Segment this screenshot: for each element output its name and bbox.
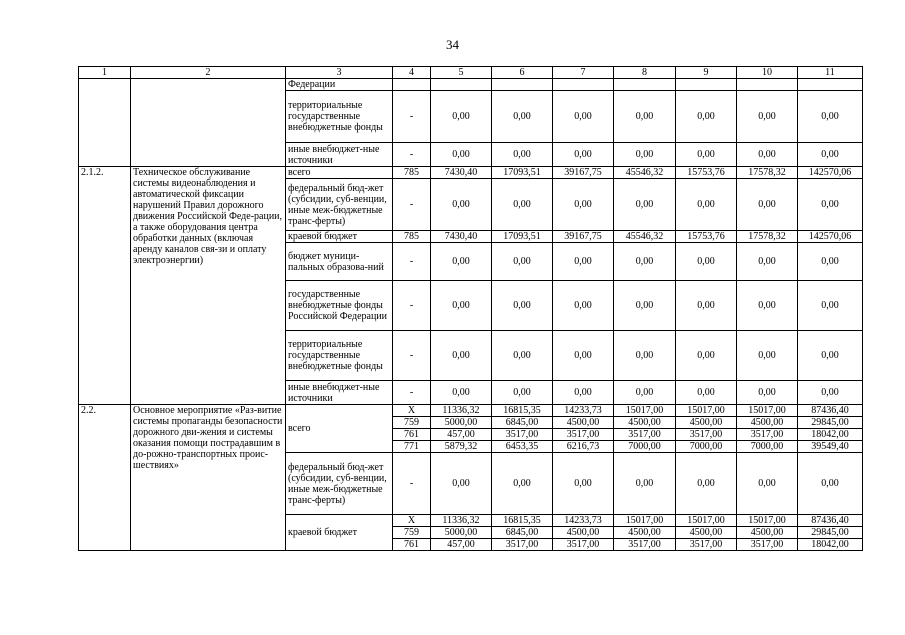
value-cell: 0,00: [798, 281, 863, 331]
budget-code: Х: [393, 515, 431, 527]
value-cell: 0,00: [676, 91, 737, 143]
value-cell: 0,00: [737, 331, 798, 381]
budget-code: 761: [393, 539, 431, 551]
budget-table: [78, 66, 863, 551]
value-cell: 4500,00: [553, 527, 614, 539]
table-row: [79, 79, 863, 91]
value-cell: 16815,35: [492, 405, 553, 417]
value-cell: 15017,00: [614, 405, 676, 417]
value-cell: 5000,00: [431, 417, 492, 429]
value-cell: 0,00: [614, 453, 676, 515]
funding-source: краевой бюджет: [286, 231, 393, 243]
value-cell: 6845,00: [492, 417, 553, 429]
value-cell: 15017,00: [676, 405, 737, 417]
value-cell: 0,00: [553, 331, 614, 381]
value-cell: 0,00: [614, 179, 676, 231]
item-name: Техническое обслуживание системы видеонаблюдения и автоматической фиксации нарушений Правил дорожного движения Российской Феде-рации, а также оборудования центра обработки данных (включая аренду каналов свя-зи и оплату электроэнергии): [131, 167, 286, 405]
header-cell: 7: [553, 67, 614, 79]
value-cell: 142570,06: [798, 231, 863, 243]
header-cell: 2: [131, 67, 286, 79]
item-number: 2.1.2.: [79, 167, 131, 405]
value-cell: 16815,35: [492, 515, 553, 527]
value-cell: 0,00: [431, 91, 492, 143]
budget-code: 771: [393, 441, 431, 453]
value-cell: 5000,00: [431, 527, 492, 539]
value-cell: [737, 79, 798, 91]
value-cell: 4500,00: [614, 417, 676, 429]
budget-code: -: [393, 331, 431, 381]
value-cell: 87436,40: [798, 515, 863, 527]
item-number-cell: [79, 79, 131, 167]
value-cell: 0,00: [676, 453, 737, 515]
value-cell: 15753,76: [676, 231, 737, 243]
value-cell: 457,00: [431, 429, 492, 441]
budget-code: -: [393, 381, 431, 405]
table-row: [79, 405, 863, 417]
value-cell: 0,00: [431, 243, 492, 281]
value-cell: 7000,00: [676, 441, 737, 453]
value-cell: 0,00: [614, 381, 676, 405]
value-cell: 0,00: [553, 91, 614, 143]
budget-code: -: [393, 179, 431, 231]
value-cell: 7430,40: [431, 167, 492, 179]
value-cell: 45546,32: [614, 167, 676, 179]
value-cell: 0,00: [798, 243, 863, 281]
value-cell: 15017,00: [737, 405, 798, 417]
value-cell: 0,00: [492, 281, 553, 331]
funding-source: краевой бюджет: [286, 515, 393, 551]
value-cell: 0,00: [676, 143, 737, 167]
budget-code: -: [393, 453, 431, 515]
value-cell: 45546,32: [614, 231, 676, 243]
value-cell: 0,00: [492, 453, 553, 515]
value-cell: 0,00: [492, 243, 553, 281]
budget-code: -: [393, 143, 431, 167]
value-cell: 7000,00: [614, 441, 676, 453]
value-cell: 0,00: [737, 453, 798, 515]
budget-code: [393, 79, 431, 91]
value-cell: [676, 79, 737, 91]
value-cell: 0,00: [737, 91, 798, 143]
header-cell: 6: [492, 67, 553, 79]
funding-source: территориальные государственные внебюджетные фонды: [286, 331, 393, 381]
value-cell: 4500,00: [737, 527, 798, 539]
value-cell: 29845,00: [798, 527, 863, 539]
item-number: 2.2.: [79, 405, 131, 551]
funding-source: Федерации: [286, 79, 393, 91]
value-cell: 18042,00: [798, 539, 863, 551]
value-cell: 15017,00: [737, 515, 798, 527]
value-cell: 0,00: [614, 331, 676, 381]
value-cell: 0,00: [431, 331, 492, 381]
value-cell: 3517,00: [737, 539, 798, 551]
value-cell: 0,00: [553, 243, 614, 281]
value-cell: 15017,00: [614, 515, 676, 527]
value-cell: 39167,75: [553, 167, 614, 179]
header-cell: 8: [614, 67, 676, 79]
value-cell: 0,00: [553, 143, 614, 167]
header-cell: 10: [737, 67, 798, 79]
value-cell: 0,00: [614, 281, 676, 331]
value-cell: 15753,76: [676, 167, 737, 179]
value-cell: 7430,40: [431, 231, 492, 243]
funding-source: федеральный бюд-жет (субсидии, суб-венции, иные меж-бюджетные транс-ферты): [286, 453, 393, 515]
value-cell: [553, 79, 614, 91]
value-cell: 17578,32: [737, 167, 798, 179]
value-cell: 0,00: [737, 281, 798, 331]
value-cell: 11336,32: [431, 405, 492, 417]
value-cell: 0,00: [492, 381, 553, 405]
value-cell: 0,00: [737, 243, 798, 281]
value-cell: 0,00: [676, 179, 737, 231]
value-cell: 0,00: [798, 143, 863, 167]
value-cell: 457,00: [431, 539, 492, 551]
budget-code: 785: [393, 167, 431, 179]
value-cell: 0,00: [798, 91, 863, 143]
value-cell: [798, 79, 863, 91]
budget-code: -: [393, 281, 431, 331]
page-number: 34: [446, 37, 459, 52]
value-cell: 0,00: [798, 179, 863, 231]
header-cell: 9: [676, 67, 737, 79]
value-cell: 0,00: [676, 243, 737, 281]
value-cell: 6216,73: [553, 441, 614, 453]
value-cell: 14233,73: [553, 515, 614, 527]
value-cell: 17093,51: [492, 167, 553, 179]
funding-source: иные внебюджет-ные источники: [286, 381, 393, 405]
budget-code: -: [393, 243, 431, 281]
value-cell: 4500,00: [553, 417, 614, 429]
value-cell: 142570,06: [798, 167, 863, 179]
value-cell: 0,00: [431, 381, 492, 405]
value-cell: 3517,00: [553, 539, 614, 551]
value-cell: 0,00: [492, 91, 553, 143]
value-cell: 3517,00: [737, 429, 798, 441]
value-cell: 0,00: [798, 453, 863, 515]
value-cell: 0,00: [553, 179, 614, 231]
value-cell: 3517,00: [614, 429, 676, 441]
item-name: Основное мероприятие «Раз-витие системы пропаганды безопасности дорожного дви-жения и системы оказания помощи пострадавшим в до-рожно-транспортных проис-шествиях»: [131, 405, 286, 551]
header-cell: 3: [286, 67, 393, 79]
value-cell: 3517,00: [492, 539, 553, 551]
value-cell: 4500,00: [614, 527, 676, 539]
value-cell: 87436,40: [798, 405, 863, 417]
value-cell: 0,00: [431, 453, 492, 515]
item-name-cell: [131, 79, 286, 167]
header-cell: 4: [393, 67, 431, 79]
value-cell: 0,00: [737, 179, 798, 231]
value-cell: 0,00: [737, 381, 798, 405]
value-cell: 3517,00: [676, 539, 737, 551]
funding-source: федеральный бюд-жет (субсидии, суб-венции, иные меж-бюджетные транс-ферты): [286, 179, 393, 231]
funding-source: территориальные государственные внебюджетные фонды: [286, 91, 393, 143]
value-cell: 18042,00: [798, 429, 863, 441]
value-cell: 17578,32: [737, 231, 798, 243]
value-cell: [614, 79, 676, 91]
value-cell: 6453,35: [492, 441, 553, 453]
value-cell: 3517,00: [553, 429, 614, 441]
value-cell: 15017,00: [676, 515, 737, 527]
value-cell: 0,00: [553, 381, 614, 405]
value-cell: 0,00: [553, 453, 614, 515]
value-cell: [492, 79, 553, 91]
funding-source: всего: [286, 167, 393, 179]
budget-code: -: [393, 91, 431, 143]
header-cell: 5: [431, 67, 492, 79]
value-cell: 6845,00: [492, 527, 553, 539]
value-cell: 4500,00: [676, 527, 737, 539]
value-cell: 0,00: [614, 143, 676, 167]
table-row: [79, 167, 863, 179]
budget-code: 761: [393, 429, 431, 441]
value-cell: 4500,00: [676, 417, 737, 429]
value-cell: [431, 79, 492, 91]
value-cell: 0,00: [737, 143, 798, 167]
value-cell: 0,00: [492, 143, 553, 167]
value-cell: 0,00: [492, 179, 553, 231]
value-cell: 29845,00: [798, 417, 863, 429]
value-cell: 0,00: [431, 143, 492, 167]
value-cell: 0,00: [798, 381, 863, 405]
value-cell: 0,00: [492, 331, 553, 381]
budget-code: 759: [393, 527, 431, 539]
funding-source: всего: [286, 405, 393, 453]
value-cell: 0,00: [676, 331, 737, 381]
value-cell: 3517,00: [614, 539, 676, 551]
value-cell: 0,00: [614, 91, 676, 143]
value-cell: 0,00: [676, 281, 737, 331]
header-row: [79, 67, 863, 79]
value-cell: 11336,32: [431, 515, 492, 527]
value-cell: 39167,75: [553, 231, 614, 243]
value-cell: 4500,00: [737, 417, 798, 429]
budget-code: 759: [393, 417, 431, 429]
value-cell: 0,00: [431, 281, 492, 331]
value-cell: 3517,00: [492, 429, 553, 441]
value-cell: 0,00: [614, 243, 676, 281]
value-cell: 0,00: [553, 281, 614, 331]
value-cell: 3517,00: [676, 429, 737, 441]
value-cell: 17093,51: [492, 231, 553, 243]
value-cell: 39549,40: [798, 441, 863, 453]
budget-code: 785: [393, 231, 431, 243]
value-cell: 0,00: [431, 179, 492, 231]
funding-source: иные внебюджет-ные источники: [286, 143, 393, 167]
value-cell: 0,00: [798, 331, 863, 381]
value-cell: 0,00: [676, 381, 737, 405]
header-cell: 11: [798, 67, 863, 79]
funding-source: государственные внебюджетные фонды Российской Федерации: [286, 281, 393, 331]
funding-source: бюджет муници-пальных образова-ний: [286, 243, 393, 281]
budget-code: Х: [393, 405, 431, 417]
value-cell: 5879,32: [431, 441, 492, 453]
header-cell: 1: [79, 67, 131, 79]
value-cell: 7000,00: [737, 441, 798, 453]
value-cell: 14233,73: [553, 405, 614, 417]
